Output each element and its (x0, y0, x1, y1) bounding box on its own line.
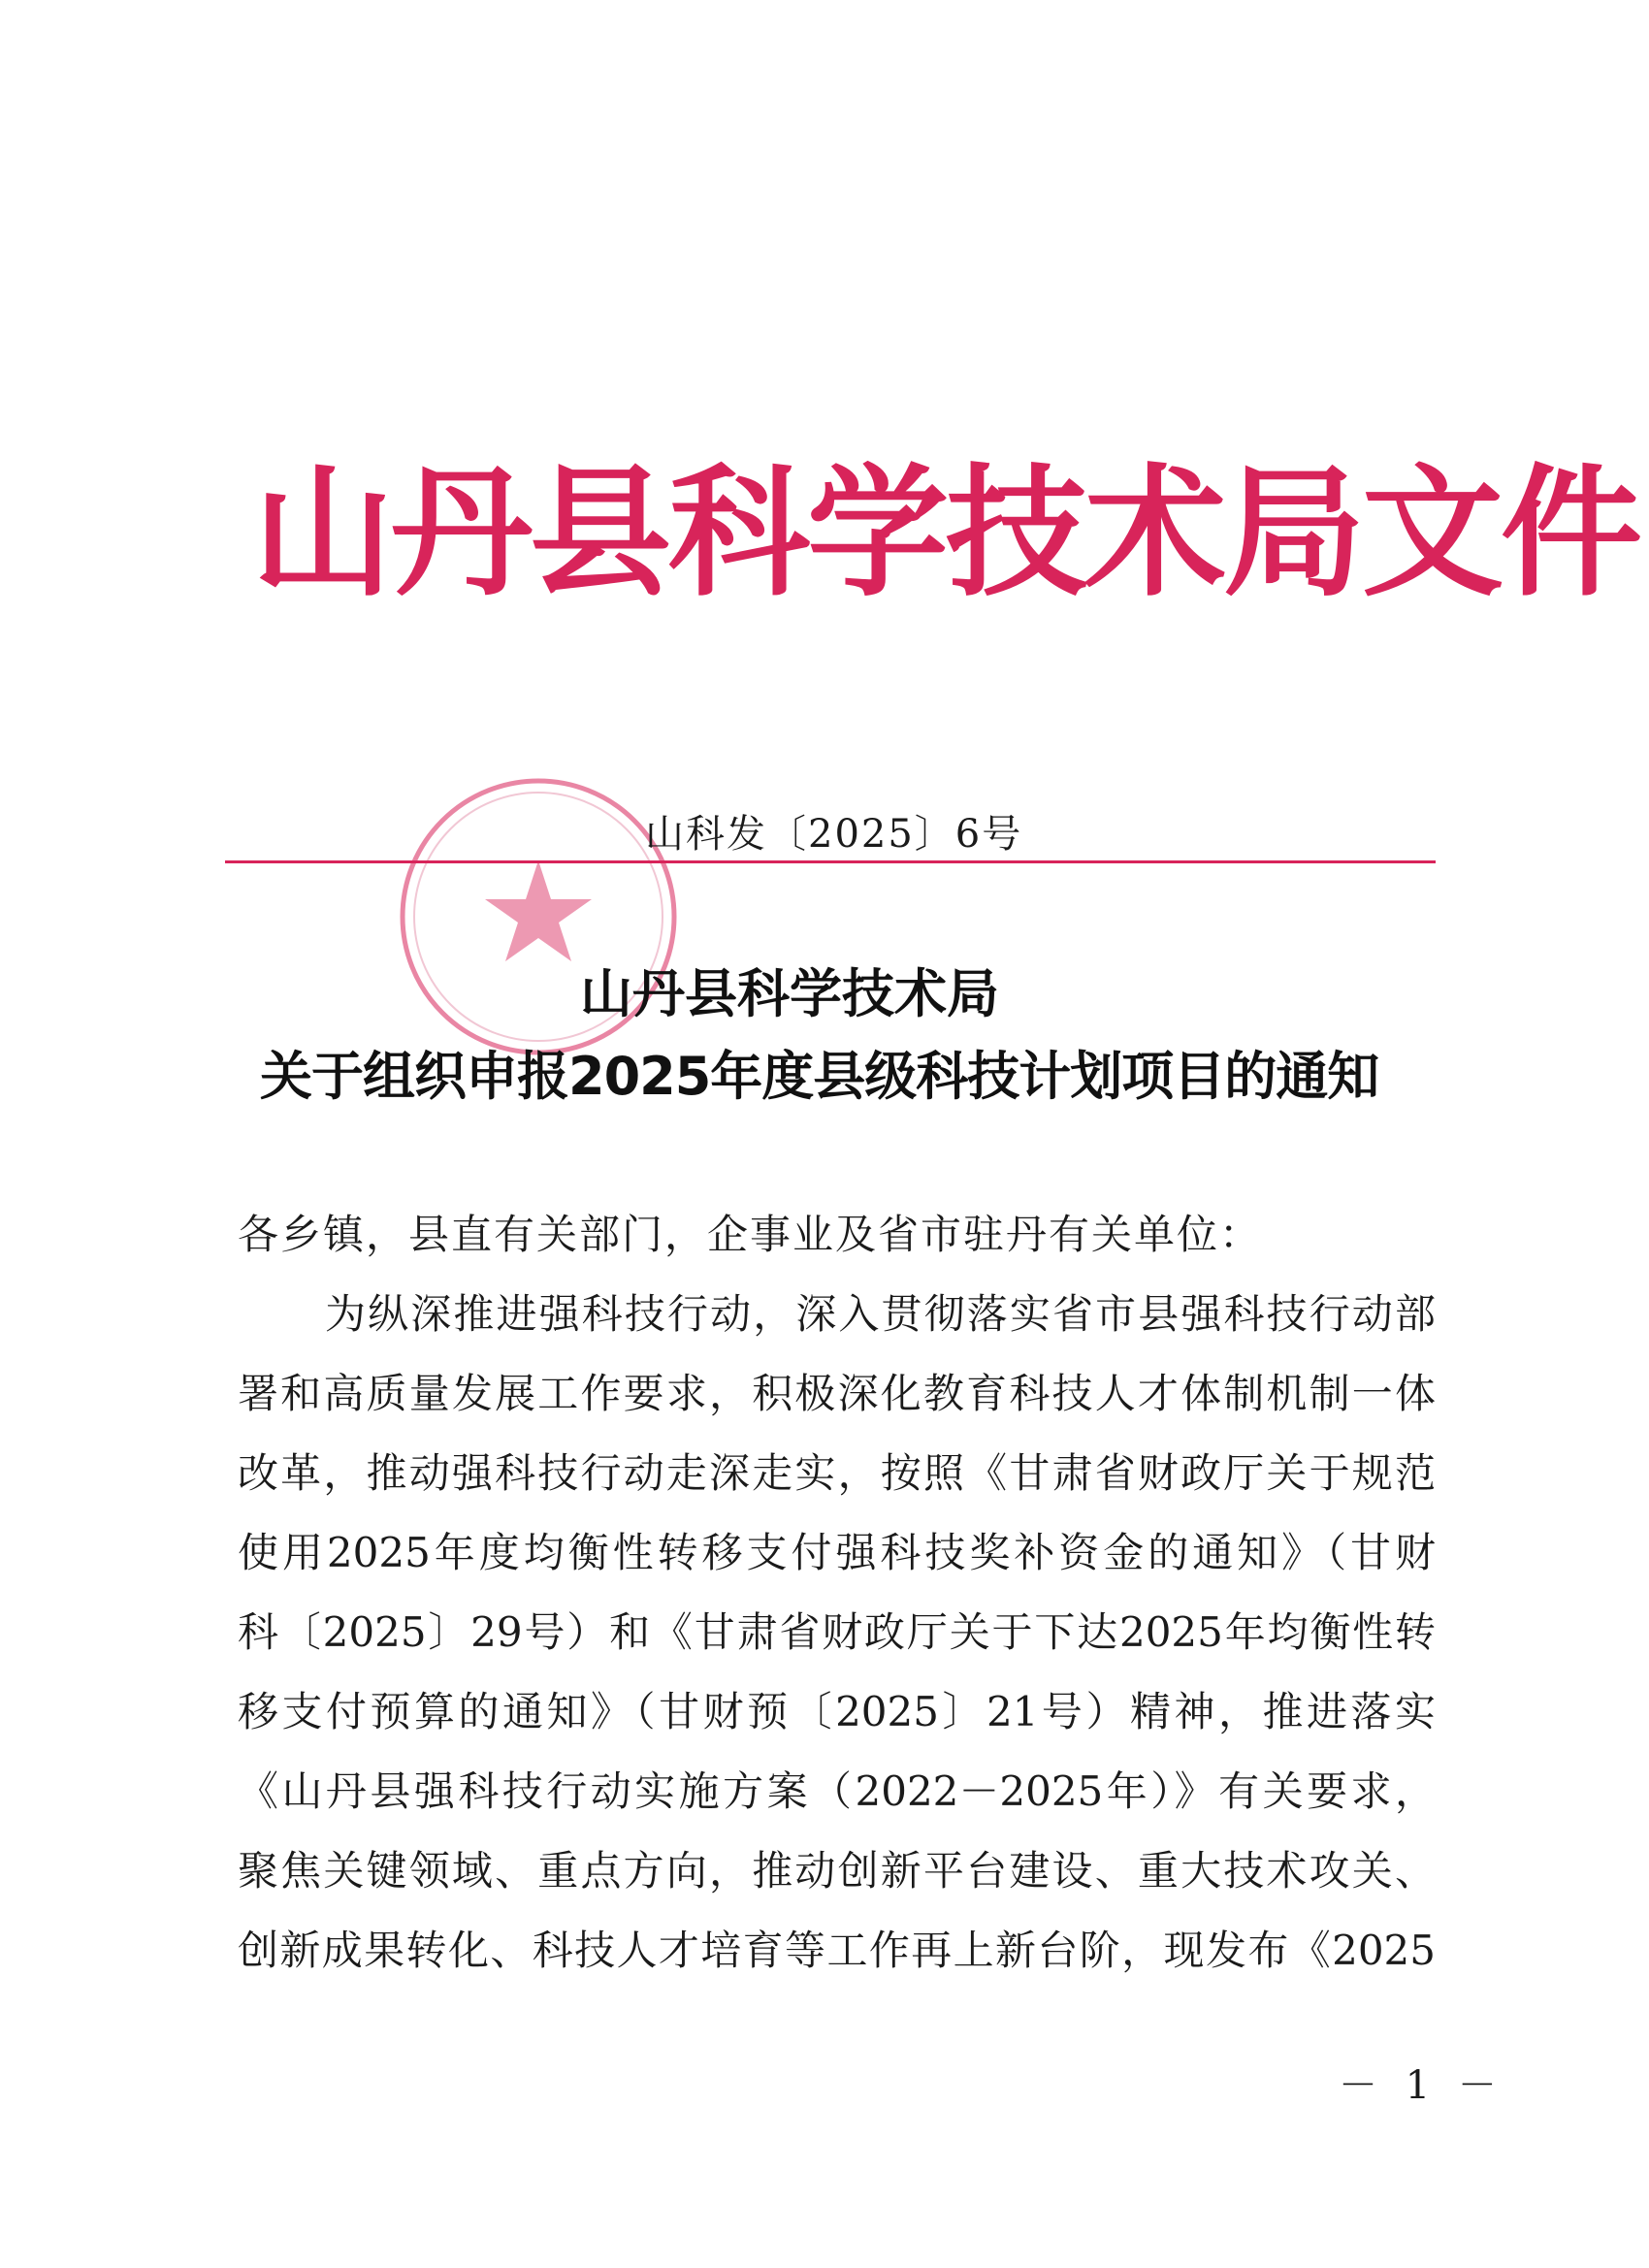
issuing-authority-header: 山丹县科学技术局文件 (252, 451, 1639, 616)
document-number: 山科发〔2025〕6号 (645, 812, 1023, 857)
body-line: 创新成果转化、科技人才培育等工作再上新台阶，现发布《2025 (238, 1927, 1436, 1974)
body-line: 聚焦关键领域、重点方向，推动创新平台建设、重大技术攻关、 (238, 1847, 1436, 1895)
document-title-line1: 山丹县科学技术局 (580, 963, 999, 1024)
body-line: 署和高质量发展工作要求，积极深化教育科技人才体制机制一体 (238, 1370, 1436, 1417)
page-number: － 1 － (1339, 2063, 1504, 2108)
body-line: 移支付预算的通知》（甘财预〔2025〕21号）精神，推进落实 (238, 1688, 1436, 1735)
body-line: 科〔2025〕29号）和《甘肃省财政厅关于下达2025年均衡性转 (238, 1608, 1436, 1656)
salutation: 各乡镇，县直有关部门，企事业及省市驻丹有关单位： (238, 1211, 1263, 1258)
body-line: 改革，推动强科技行动走深走实，按照《甘肃省财政厅关于规范 (238, 1449, 1436, 1497)
body-line: 为纵深推进强科技行动，深入贯彻落实省市县强科技行动部 (325, 1290, 1436, 1338)
show-through-text (242, 310, 1090, 366)
body-line: 《山丹县强科技行动实施方案（2022－2025年）》有关要求， (238, 1767, 1436, 1815)
document-title-line2: 关于组织申报2025年度县级科技计划项目的通知 (260, 1046, 1379, 1107)
body-line: 使用2025年度均衡性转移支付强科技奖补资金的通知》（甘财 (238, 1529, 1436, 1576)
red-divider-rule (225, 860, 1436, 863)
